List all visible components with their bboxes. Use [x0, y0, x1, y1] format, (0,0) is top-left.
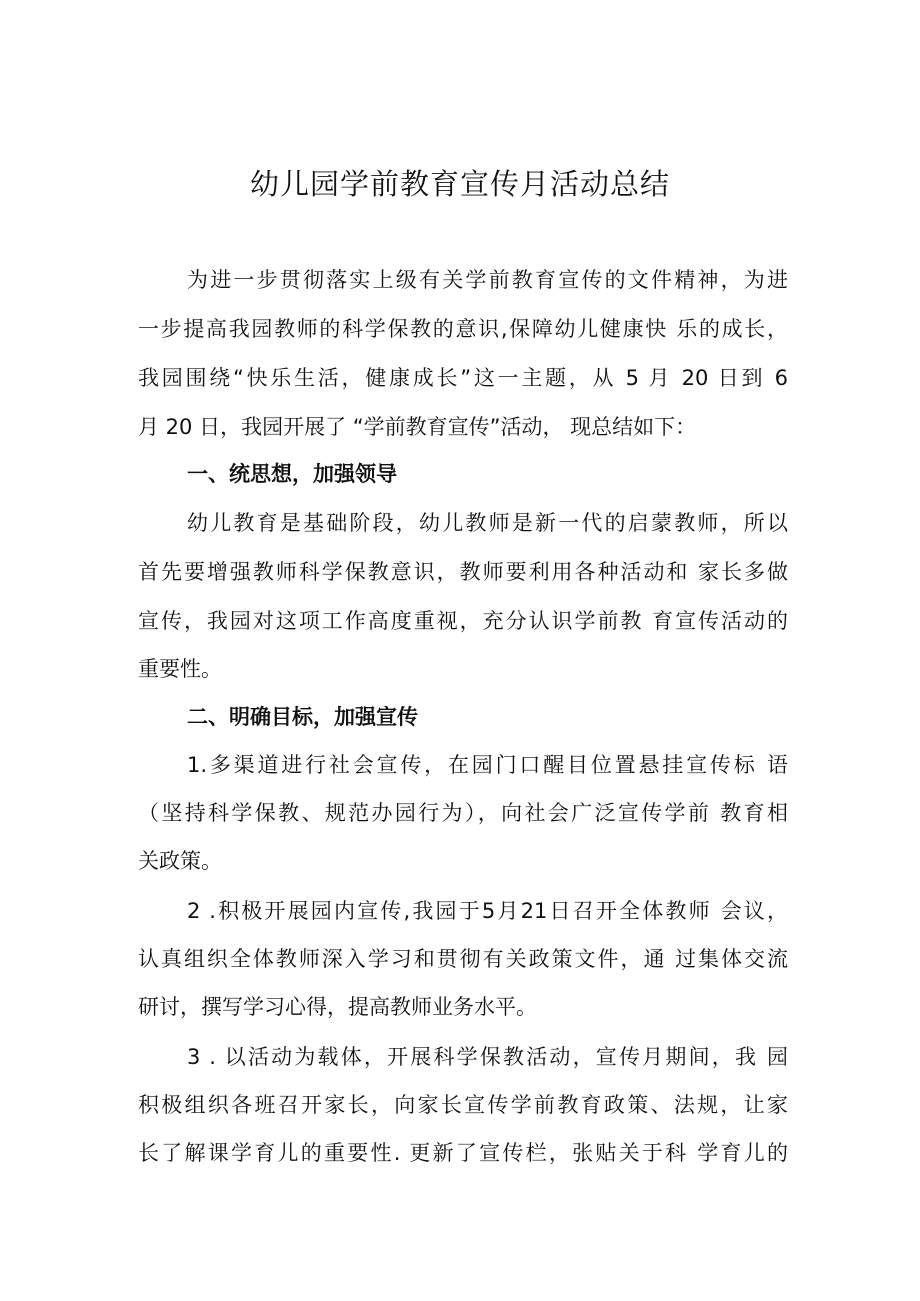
paragraph-line: 3 . 以活动为载体，开展科学保教活动，宣传月期间，我 园: [187, 1045, 788, 1069]
paragraph-line: 我园围绕“快乐生活，健康成长”这一主题，从 5 月 20 日到 6: [138, 366, 788, 390]
paragraph-line: 一步提高我园教师的科学保教的意识,保障幼儿健康快 乐的成长，: [138, 317, 788, 341]
paragraph-line: 1.多渠道进行社会宣传，在园门口醒目位置悬挂宣传标 语: [187, 753, 788, 777]
paragraph-line: 积极组织各班召开家长，向家长宣传学前教育政策、法规，让家: [138, 1093, 788, 1117]
paragraph-line: 关政策。: [138, 849, 222, 873]
paragraph-line: 首先要增强教师科学保教意识，教师要利用各种活动和 家长多做: [138, 560, 788, 584]
paragraph-line: 长了解课学育儿的重要性. 更新了宣传栏，张贴关于科 学育儿的: [138, 1141, 788, 1165]
section-heading: 一、统思想，加强领导: [187, 462, 397, 486]
section-heading: 二、明确目标，加强宣传: [187, 705, 418, 729]
paragraph-line: 认真组织全体教师深入学习和贯彻有关政策文件，通 过集体交流: [138, 947, 788, 971]
paragraph-line: 2 .积极开展园内宣传,我园于5月21日召开全体教师 会议，: [187, 899, 788, 923]
paragraph-line: 研讨，撰写学习心得，提高教师业务水平。: [138, 995, 537, 1019]
paragraph-line: 幼儿教育是基础阶段，幼儿教师是新一代的启蒙教师，所以: [187, 511, 788, 535]
paragraph-line: 月 20 日，我园开展了 “学前教育宣传”活动， 现总结如下：: [138, 415, 697, 439]
document-title: 幼儿园学前教育宣传月活动总结: [249, 167, 670, 201]
paragraph-line: （坚持科学保教、规范办园行为），向社会广泛宣传学前 教育相: [138, 801, 788, 825]
paragraph-line: 重要性。: [138, 657, 222, 681]
paragraph-line: 宣传，我园对这项工作高度重视，充分认识学前教 育宣传活动的: [138, 609, 788, 633]
paragraph-line: 为进一步贯彻落实上级有关学前教育宣传的文件精神，为进: [187, 268, 788, 292]
